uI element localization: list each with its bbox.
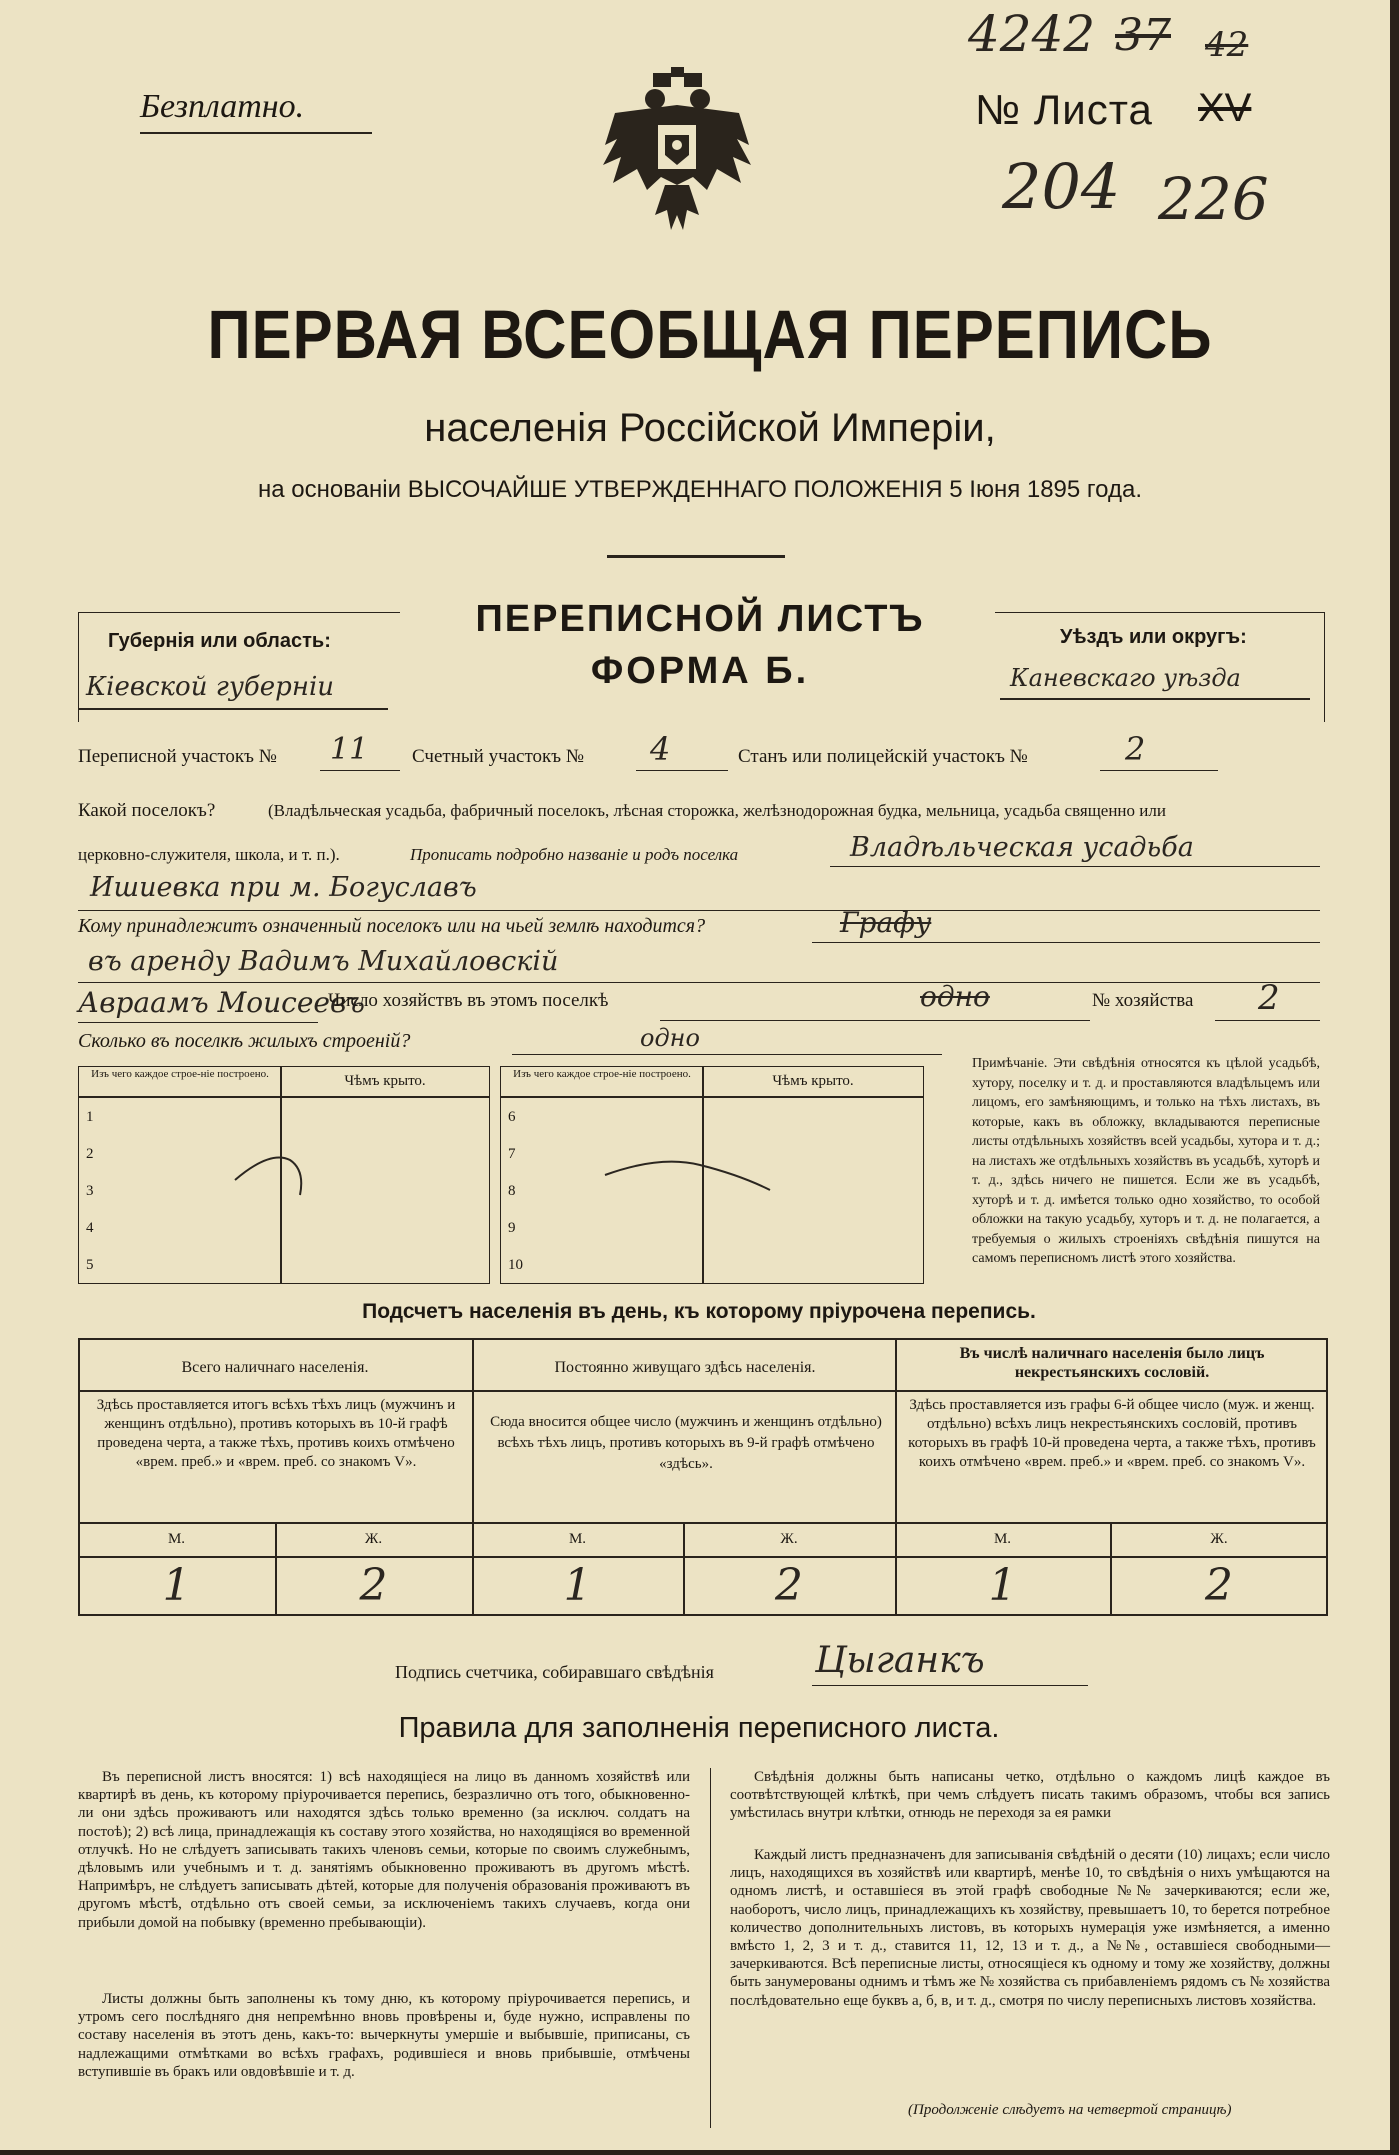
gubernia-underline	[78, 708, 388, 710]
uezd-underline	[1000, 698, 1310, 700]
population-zh-3: Ж.	[1210, 1531, 1228, 1547]
buildings-header-line	[78, 1096, 490, 1098]
sheet-number-value: XV	[1198, 86, 1252, 130]
subtitle: населенія Россійской Имперіи,	[424, 406, 996, 450]
perepisnoy-value: 11	[330, 732, 369, 767]
title-divider	[607, 555, 785, 558]
buildings-col-roof-2: Чѣмъ крыто.	[772, 1073, 854, 1089]
form-b: ФОРМА Б.	[590, 650, 810, 692]
buildings-col-material: Изъ чего каждое строе-ніе построено.	[91, 1068, 269, 1080]
owner-question: Кому принадлежитъ означенный поселокъ или на чьей землѣ находится?	[78, 915, 706, 937]
form-name: ПЕРЕПИСНОЙ ЛИСТЪ	[475, 598, 925, 640]
basis-line: на основаніи ВЫСОЧАЙШЕ УТВЕРЖДЕННАГО ПОЛОЖЕНІЯ 5 Іюня 1895 года.	[257, 476, 1142, 503]
population-col3-text: Здѣсь проставляется изъ графы 6-й общее число (муж. и женщ. отдѣльно) всѣхъ лицъ некрестьянскихъ сословій, противъ которыхъ въ графѣ 10-й проведена черта, а также тѣхъ, противъ коихъ отмѣчено «врем. преб.» и «врем. преб. со знакомъ V».	[908, 1397, 1316, 1470]
building-row-10: 10	[508, 1257, 523, 1273]
signature-underline	[812, 1685, 1088, 1686]
population-m-2: М.	[568, 1531, 587, 1547]
population-col1-text: Здѣсь проставляется итогъ всѣхъ тѣхъ лицъ (мужчинъ и женщинъ отдѣльно), противъ которыхъ въ 10-й графѣ проведена черта, а также тѣхъ, противъ коихъ отмѣчено «врем. преб.» и «врем. преб. со знакомъ V».	[96, 1397, 456, 1470]
building-row-7: 7	[508, 1146, 516, 1162]
gubernia-box	[78, 612, 400, 722]
poselok-instruction: Прописать подробно названіе и родъ поселка	[410, 845, 739, 864]
poselok-hint-2: церковно-служителя, школа, и т. п.).	[78, 845, 340, 864]
poselok-underline	[830, 866, 1320, 867]
sheet-number-label: № Листа	[975, 86, 1153, 133]
archive-number-top-c: 42	[1205, 25, 1249, 65]
gubernia-value: Кіевской губерніи	[86, 672, 335, 702]
population-heading: Подсчетъ населенія въ день, къ которому пріурочена перепись.	[362, 1300, 1036, 1323]
owner-value: Графу	[840, 906, 932, 939]
poselok-underline-2	[78, 910, 1320, 911]
stan-label: Станъ или полицейскій участокъ №	[738, 746, 1028, 767]
buildings-question: Сколько въ поселкѣ жилыхъ строеній?	[78, 1030, 411, 1052]
rules-right-p2: Каждый листъ предназначенъ для записыванія свѣдѣній о десяти (10) лицахъ; если число лицъ, находящихся въ хозяйствѣ или квартирѣ, менѣе 10, то свѣдѣнія о нихъ умѣщаются на одномъ листѣ, и оставшіеся въ этой графѣ свободные №№ зачеркиваются; если же, наоборотъ, число лицъ, принадлежащихъ къ хозяйству, превышаетъ 10, то берется потребное количество дополнительныхъ листовъ, въ которыхъ нумерація уже измѣняется, а именно вмѣсто 1, 2, 3 и т. д., ставится 11, 12, 13 и т. д., а №№, оставшіеся свободными—зачеркиваются. Всѣ переписные листы, относящіеся къ одному и тому же хозяйству, должны быть занумерованы однимъ и тѣмъ же № хозяйства съ прибавленіемъ рядомъ съ № хозяйства послѣдовательно еще буквъ а, б, в, и т. д., смотря по числу переписныхъ листовъ хозяйства.	[730, 1847, 1330, 2009]
building-row-1: 1	[86, 1109, 94, 1125]
rules-left-p2: Листы должны быть заполнены къ тому дню, къ которому пріурочивается перепись, и утромъ сего послѣдняго дня непремѣнно вновь провѣрены и, буде нужно, исправлены по составу населенія въ этотъ день, какъ-то: вычеркнуты умершіе и выбывшіе, приписаны, съ надлежащими отмѣтками во всѣхъ графахъ, родившіеся и вновь прибывшіе, отмѣчены вступившіе въ бракъ или овдовѣвшіе и т. д.	[78, 1991, 690, 2080]
archive-number-mid-b: 226	[1158, 165, 1269, 233]
archive-number-mid: 204	[1002, 150, 1121, 223]
owner-underline-2	[78, 982, 1320, 983]
poselok-question: Какой поселокъ?	[78, 800, 216, 821]
buildings-header-line-2	[500, 1096, 924, 1098]
rules-heading: Правила для заполненія переписного листа.	[398, 1712, 1000, 1744]
population-value-m-3: 1	[988, 1560, 1017, 1611]
households-value: одно	[920, 980, 990, 1013]
cross-out-mark-left	[230, 1140, 340, 1210]
household-no-underline	[1215, 1020, 1320, 1021]
building-row-3: 3	[86, 1183, 94, 1199]
population-col1-head: Всего наличнаго населенія.	[181, 1359, 369, 1376]
uezd-value: Каневскаго уѣзда	[1010, 664, 1241, 692]
schetny-underline	[636, 770, 728, 771]
owner-value-3: Авраамъ Моисеевъ	[78, 986, 365, 1019]
buildings-col-roof: Чѣмъ крыто.	[344, 1073, 426, 1089]
households-label: Число хозяйствъ въ этомъ поселкѣ	[328, 990, 609, 1011]
signature-label: Подпись счетчика, собиравшаго свѣдѣнія	[395, 1662, 714, 1682]
owner-value-2: въ аренду Вадимъ Михайловскій	[88, 946, 559, 977]
buildings-note: Примѣчаніе. Эти свѣдѣнія относятся къ цѣлой усадьбѣ, хутору, поселку и т. д. и проставляются владѣльцемъ или лицомъ, его замѣняющимъ, и только на тѣхъ листахъ, въ которые, какъ въ обложку, вкладываются переписные листы отдѣльныхъ хозяйствъ всей усадьбы, хутора и т. д.; на листахъ же отдѣльныхъ хозяйствъ въ усадьбѣ, хуторѣ и т. д., здѣсь ничего не пишется. Если же въ усадьбѣ, хуторѣ и т. д. имѣется только одно хозяйство, то особой обложки на такую усадьбу, хуторъ и т. д. не полагается, а требуемыя о жилыхъ строеніяхъ свѣдѣнія пишутся на самомъ переписномъ листѣ этого хозяйства.	[972, 1056, 1320, 1266]
owner-underline	[812, 942, 1320, 943]
gubernia-label: Губернія или область:	[108, 630, 331, 652]
buildings-underline	[512, 1054, 942, 1055]
perepisnoy-underline	[320, 770, 400, 771]
owner-underline-3	[78, 1022, 318, 1023]
poselok-hint: (Владѣльческая усадьба, фабричный поселокъ, лѣсная сторожка, желѣзнодорожная будка, мельница, усадьба священно или	[268, 801, 1166, 820]
rules-divider	[710, 1768, 711, 2128]
households-underline	[660, 1020, 1090, 1021]
poselok-value: Владѣльческая усадьба	[850, 832, 1194, 863]
free-label: Безплатно.	[140, 88, 305, 125]
schetny-label: Счетный участокъ №	[412, 746, 584, 767]
uezd-label: Уѣздъ или округъ:	[1060, 626, 1247, 648]
building-row-6: 6	[508, 1109, 516, 1125]
free-label-underline	[140, 132, 372, 134]
population-value-zh-1: 2	[359, 1560, 388, 1611]
population-col2-head: Постоянно живущаго здѣсь населенія.	[554, 1359, 816, 1376]
archive-number-top: 4242	[968, 5, 1096, 63]
rules-right-p1: Свѣдѣнія должны быть написаны четко, отдѣльно о каждомъ лицѣ каждое въ соотвѣтствующей клѣткѣ, при чемъ слѣдуетъ писать такимъ образомъ, чтобы вся запись умѣстилась внутри клѣтки, отнюдь не переходя за ея рамки	[730, 1769, 1330, 1822]
building-row-4: 4	[86, 1220, 94, 1236]
cross-out-mark-right	[600, 1150, 780, 1200]
household-no-value: 2	[1258, 978, 1280, 1018]
population-col2-text: Сюда вносится общее число (мужчинъ и женщинъ отдѣльно) всѣхъ тѣхъ лицъ, противъ которыхъ въ 9-й графѣ отмѣчено «здѣсь».	[490, 1414, 882, 1472]
coat-of-arms-emblem	[595, 65, 760, 240]
population-value-zh-3: 2	[1205, 1560, 1233, 1611]
building-row-2: 2	[86, 1146, 94, 1162]
population-mz-line-bottom	[78, 1556, 1328, 1558]
building-row-8: 8	[508, 1183, 516, 1199]
population-zh-1: Ж.	[364, 1531, 383, 1547]
household-no-label: № хозяйства	[1092, 990, 1194, 1011]
population-header-line	[78, 1390, 1328, 1392]
stan-underline	[1100, 770, 1218, 771]
population-m-1: М.	[167, 1531, 186, 1547]
poselok-value-2: Ишиевка при м. Богуславъ	[90, 872, 477, 903]
population-value-m-2: 1	[563, 1560, 592, 1611]
buildings-col-material-2: Изъ чего каждое строе-ніе построено.	[513, 1068, 691, 1080]
population-col3-head: Въ числѣ наличнаго населенія было лицъ некрестьянскихъ сословій.	[959, 1345, 1265, 1381]
building-row-9: 9	[508, 1220, 516, 1236]
rules-continued: (Продолженіе слѣдуетъ на четвертой страницѣ)	[908, 2102, 1232, 2118]
building-row-5: 5	[86, 1257, 94, 1273]
population-value-m-1: 1	[162, 1560, 191, 1611]
schetny-value: 4	[650, 730, 671, 768]
population-value-zh-2: 2	[775, 1560, 803, 1611]
signature-value: Цыганкъ	[815, 1640, 985, 1681]
rules-left-p1: Въ переписной листъ вносятся: 1) всѣ находящіеся на лицо въ данномъ хозяйствѣ или квартирѣ въ день, къ которому пріурочивается перепись, безразлично отъ того, обыкновенно-ли они здѣсь проживаютъ или находятся здѣсь только временно (за исключ. солдатъ на постоѣ); 2) всѣ лица, принадлежащія къ составу этого хозяйства, но находящіяся во временной отлучкѣ. Но не слѣдуетъ записывать такихъ членовъ семьи, которые по своимъ служебнымъ, дѣловымъ или учебнымъ и т. д. занятіямъ обыкновенно проживаютъ въ другомъ мѣстѣ. Напримѣръ, не слѣдуетъ записывать дѣтей, которые для полученія образованія проживаютъ въ другомъ мѣстѣ, отдѣльно отъ своей семьи, за исключеніемъ такихъ случаевъ, когда они прибыли домой на побывку (временно пребывающіи).	[78, 1769, 690, 1931]
stan-value: 2	[1125, 730, 1146, 768]
buildings-value: одно	[640, 1024, 700, 1052]
perepisnoy-label: Переписной участокъ №	[78, 746, 277, 767]
population-mz-line-top	[78, 1522, 1328, 1524]
main-title: ПЕРВАЯ ВСЕОБЩАЯ ПЕРЕПИСЬ	[207, 295, 1213, 374]
archive-number-top-b: 37	[1115, 10, 1171, 61]
population-zh-2: Ж.	[780, 1531, 798, 1547]
population-m-3: М.	[993, 1531, 1012, 1547]
